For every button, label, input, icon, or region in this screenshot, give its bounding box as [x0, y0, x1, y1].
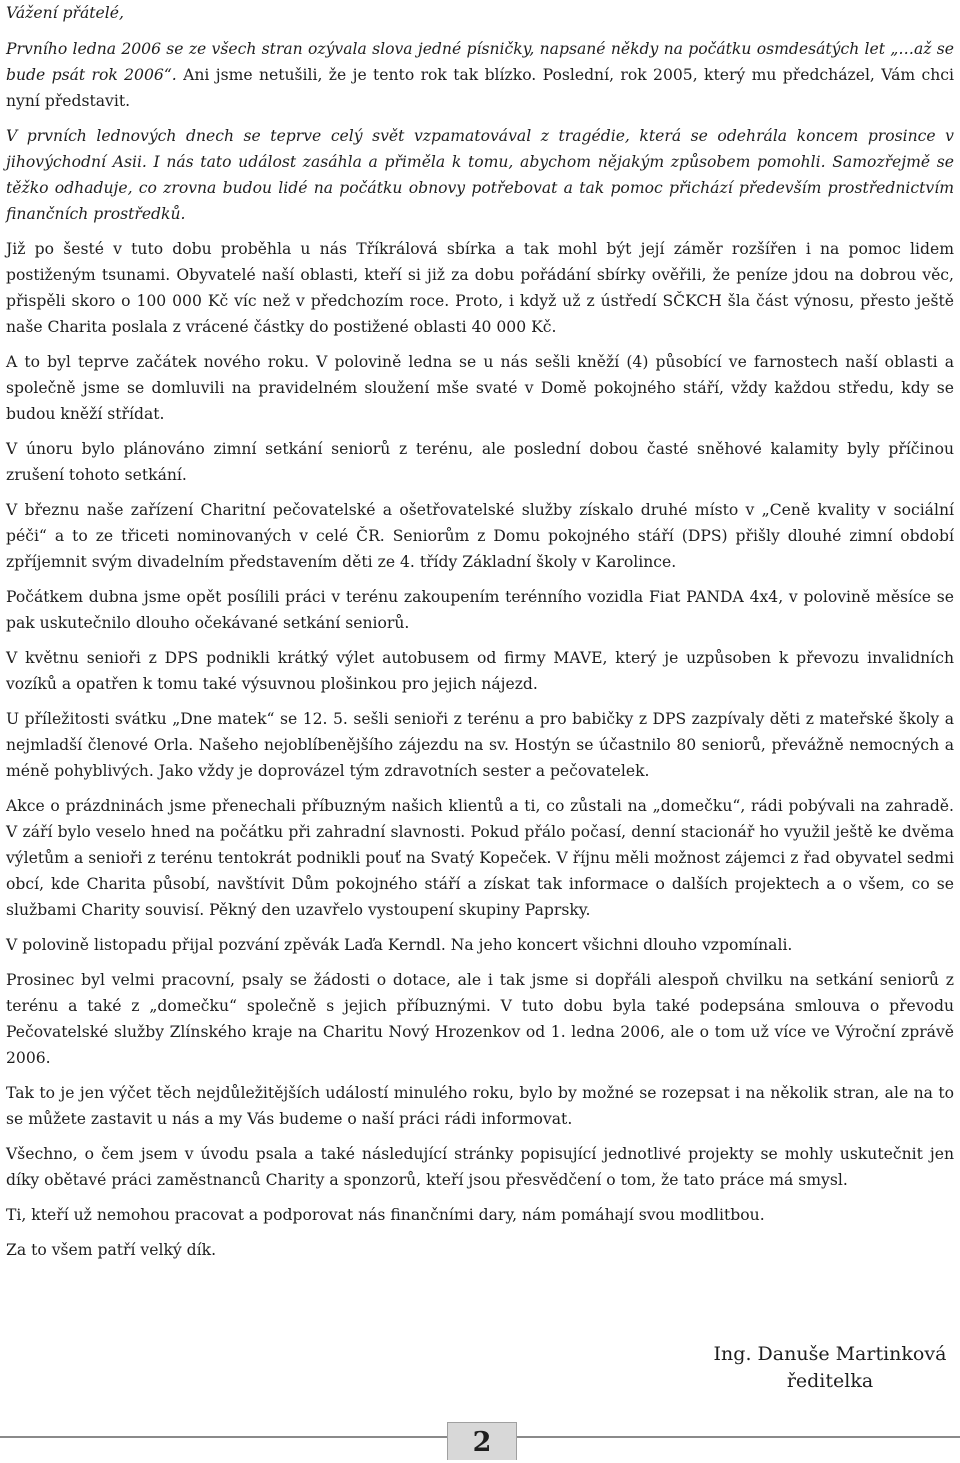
paragraph-may: V květnu senioři z DPS podnikli krátký výlet autobusem od firmy MAVE, který je uzpůsoben k převozu invalidních vozíků a opatřen k tomu také výsuvnou plošinkou pro jejich nájezd. [6, 649, 954, 693]
paragraph-new-year-rest: Ani jsme netušili, že je tento rok tak blízko. Poslední, rok 2005, který mu předcházel, Vám chci nyní představit. [6, 66, 954, 110]
signature-block [690, 1341, 960, 1395]
paragraph-summer-autumn: Akce o prázdninách jsme přenechali příbuzným našich klientů a ti, co zůstali na „domečku“, rádi pobývali na zahradě. V září bylo veselo hned na počátku při zahradní slavnosti. Pokud přálo počasí, denní stacionář ho využil ještě ke dvěma výletům a senioři z terénu tentokrát podnikli pouť na Svatý Kopeček. V říjnu měli možnost zájemci z řad obyvatel sedmi obcí, kde Charita působí, navštívit Dům pokojného stáří a získat tak informace o dalších projektech a o všem, co se službami Charity souvisí. Pěkný den uzavřelo vystoupení skupiny Paprsky. [6, 797, 954, 919]
paragraph-november: V polovině listopadu přijal pozvání zpěvák Laďa Kerndl. Na jeho koncert všichni dlouho vzpomínali. [6, 936, 793, 954]
page-number: 2 [447, 1422, 517, 1460]
paragraph-mothers-day: U příležitosti svátku „Dne matek“ se 12. 5. sešli senioři z terénu a pro babičky z DPS zazpívaly děti z mateřské školy a nejmladší členové Orla. Našeho nejoblíbenějšího zájezdu na sv. Hostýn se účastnilo 80 seniorů, převážně nemocných a méně pohyblivých. Jako vždy je doprovázel tým zdravotních sester a pečovatelek. [6, 710, 954, 780]
greeting: Vážení přátelé, [6, 4, 124, 22]
paragraph-closing: Za to všem patří velký dík. [6, 1241, 217, 1259]
paragraph-new-year-quote: Prvního ledna 2006 se ze všech stran ozývala slova jedné písničky, napsané někdy na počátku osmdesátých let „…až se bude psát rok 2006“. [6, 40, 954, 84]
paragraph-february: V únoru bylo plánováno zimní setkání seniorů z terénu, ale poslední dobou časté sněhové kalamity byly příčinou zrušení tohoto setkání. [6, 440, 954, 484]
paragraph-prayer: Ti, kteří už nemohou pracovat a podporovat nás finančními dary, nám pomáhají svou modlitbou. [6, 1206, 765, 1224]
paragraph-thanks-staff: Všechno, o čem jsem v úvodu psala a také následující stránky popisující jednotlivé projekty se mohly uskutečnit jen díky obětavé práci zaměstnanců Charity a sponzorů, kteří jsou přesvědčení o tom, že tato práce má smysl. [6, 1145, 954, 1189]
paragraph-tsunami: V prvních lednových dnech se teprve celý svět vzpamatovával z tragédie, která se odehrála koncem prosince v jihovýchodní Asii. I nás tato událost zasáhla a přiměla k tomu, abychom nějakým způsobem pomohli. Samozřejmě se těžko odhaduje, co zrovna budou lidé na počátku obnovy potřebovat a tak pomoc přichází především prostřednictvím finančních prostředků. [6, 127, 954, 223]
letter-body [6, 0, 954, 1272]
signature-role: ředitelka [786, 1370, 874, 1392]
paragraph-march: V březnu naše zařízení Charitní pečovatelské a ošetřovatelské služby získalo druhé místo v „Ceně kvality v sociální péči“ a to ze třiceti nominovaných v celé ČR. Seniorům z Domu pokojného stáří (DPS) přišly dlouhé zimní období zpříjemnit svým divadelním představením děti ze 4. třídy Základní školy v Karolince. [6, 501, 954, 571]
paragraph-summary: Tak to je jen výčet těch nejdůležitějších událostí minulého roku, bylo by možné se rozepsat i na několik stran, ale na to se můžete zastavit u nás a my Vás budeme o naší práci rádi informovat. [6, 1084, 954, 1128]
paragraph-new-year [6, 36, 954, 114]
signature-name: Ing. Danuše Martinková [713, 1343, 947, 1365]
paragraph-december: Prosinec byl velmi pracovní, psaly se žádosti o dotace, ale i tak jsme si dopřáli alespoň chvilku na setkání seniorů z terénu a také z „domečku“ společně s jejich příbuznými. V tuto dobu byla také podepsána smlouva o převodu Pečovatelské služby Zlínského kraje na Charitu Nový Hrozenkov od 1. ledna 2006, ale o tom už více ve Výroční zprávě 2006. [6, 971, 954, 1067]
paragraph-april: Počátkem dubna jsme opět posílili práci v terénu zakoupením terénního vozidla Fiat PANDA 4x4, v polovině měsíce se pak uskutečnilo dlouho očekávané setkání seniorů. [6, 588, 954, 632]
paragraph-three-kings: Již po šesté v tuto dobu proběhla u nás Tříkrálová sbírka a tak mohl být její záměr rozšířen i na pomoc lidem postiženým tsunami. Obyvatelé naší oblasti, kteří si již za dobu pořádání sbírky ověřili, že peníze jdou na dobrou věc, přispěli skoro o 100 000 Kč víc než v předchozím roce. Proto, i když už z ústředí SČKCH šla část výnosu, přesto ještě naše Charita poslala z vrácené částky do postižené oblasti 40 000 Kč. [6, 240, 954, 336]
paragraph-january: A to byl teprve začátek nového roku. V polovině ledna se u nás sešli kněží (4) působící ve farnostech naší oblasti a společně jsme se domluvili na pravidelném sloužení mše svaté v Domě pokojného stáří, vždy každou středu, kdy se budou kněží střídat. [6, 353, 954, 423]
